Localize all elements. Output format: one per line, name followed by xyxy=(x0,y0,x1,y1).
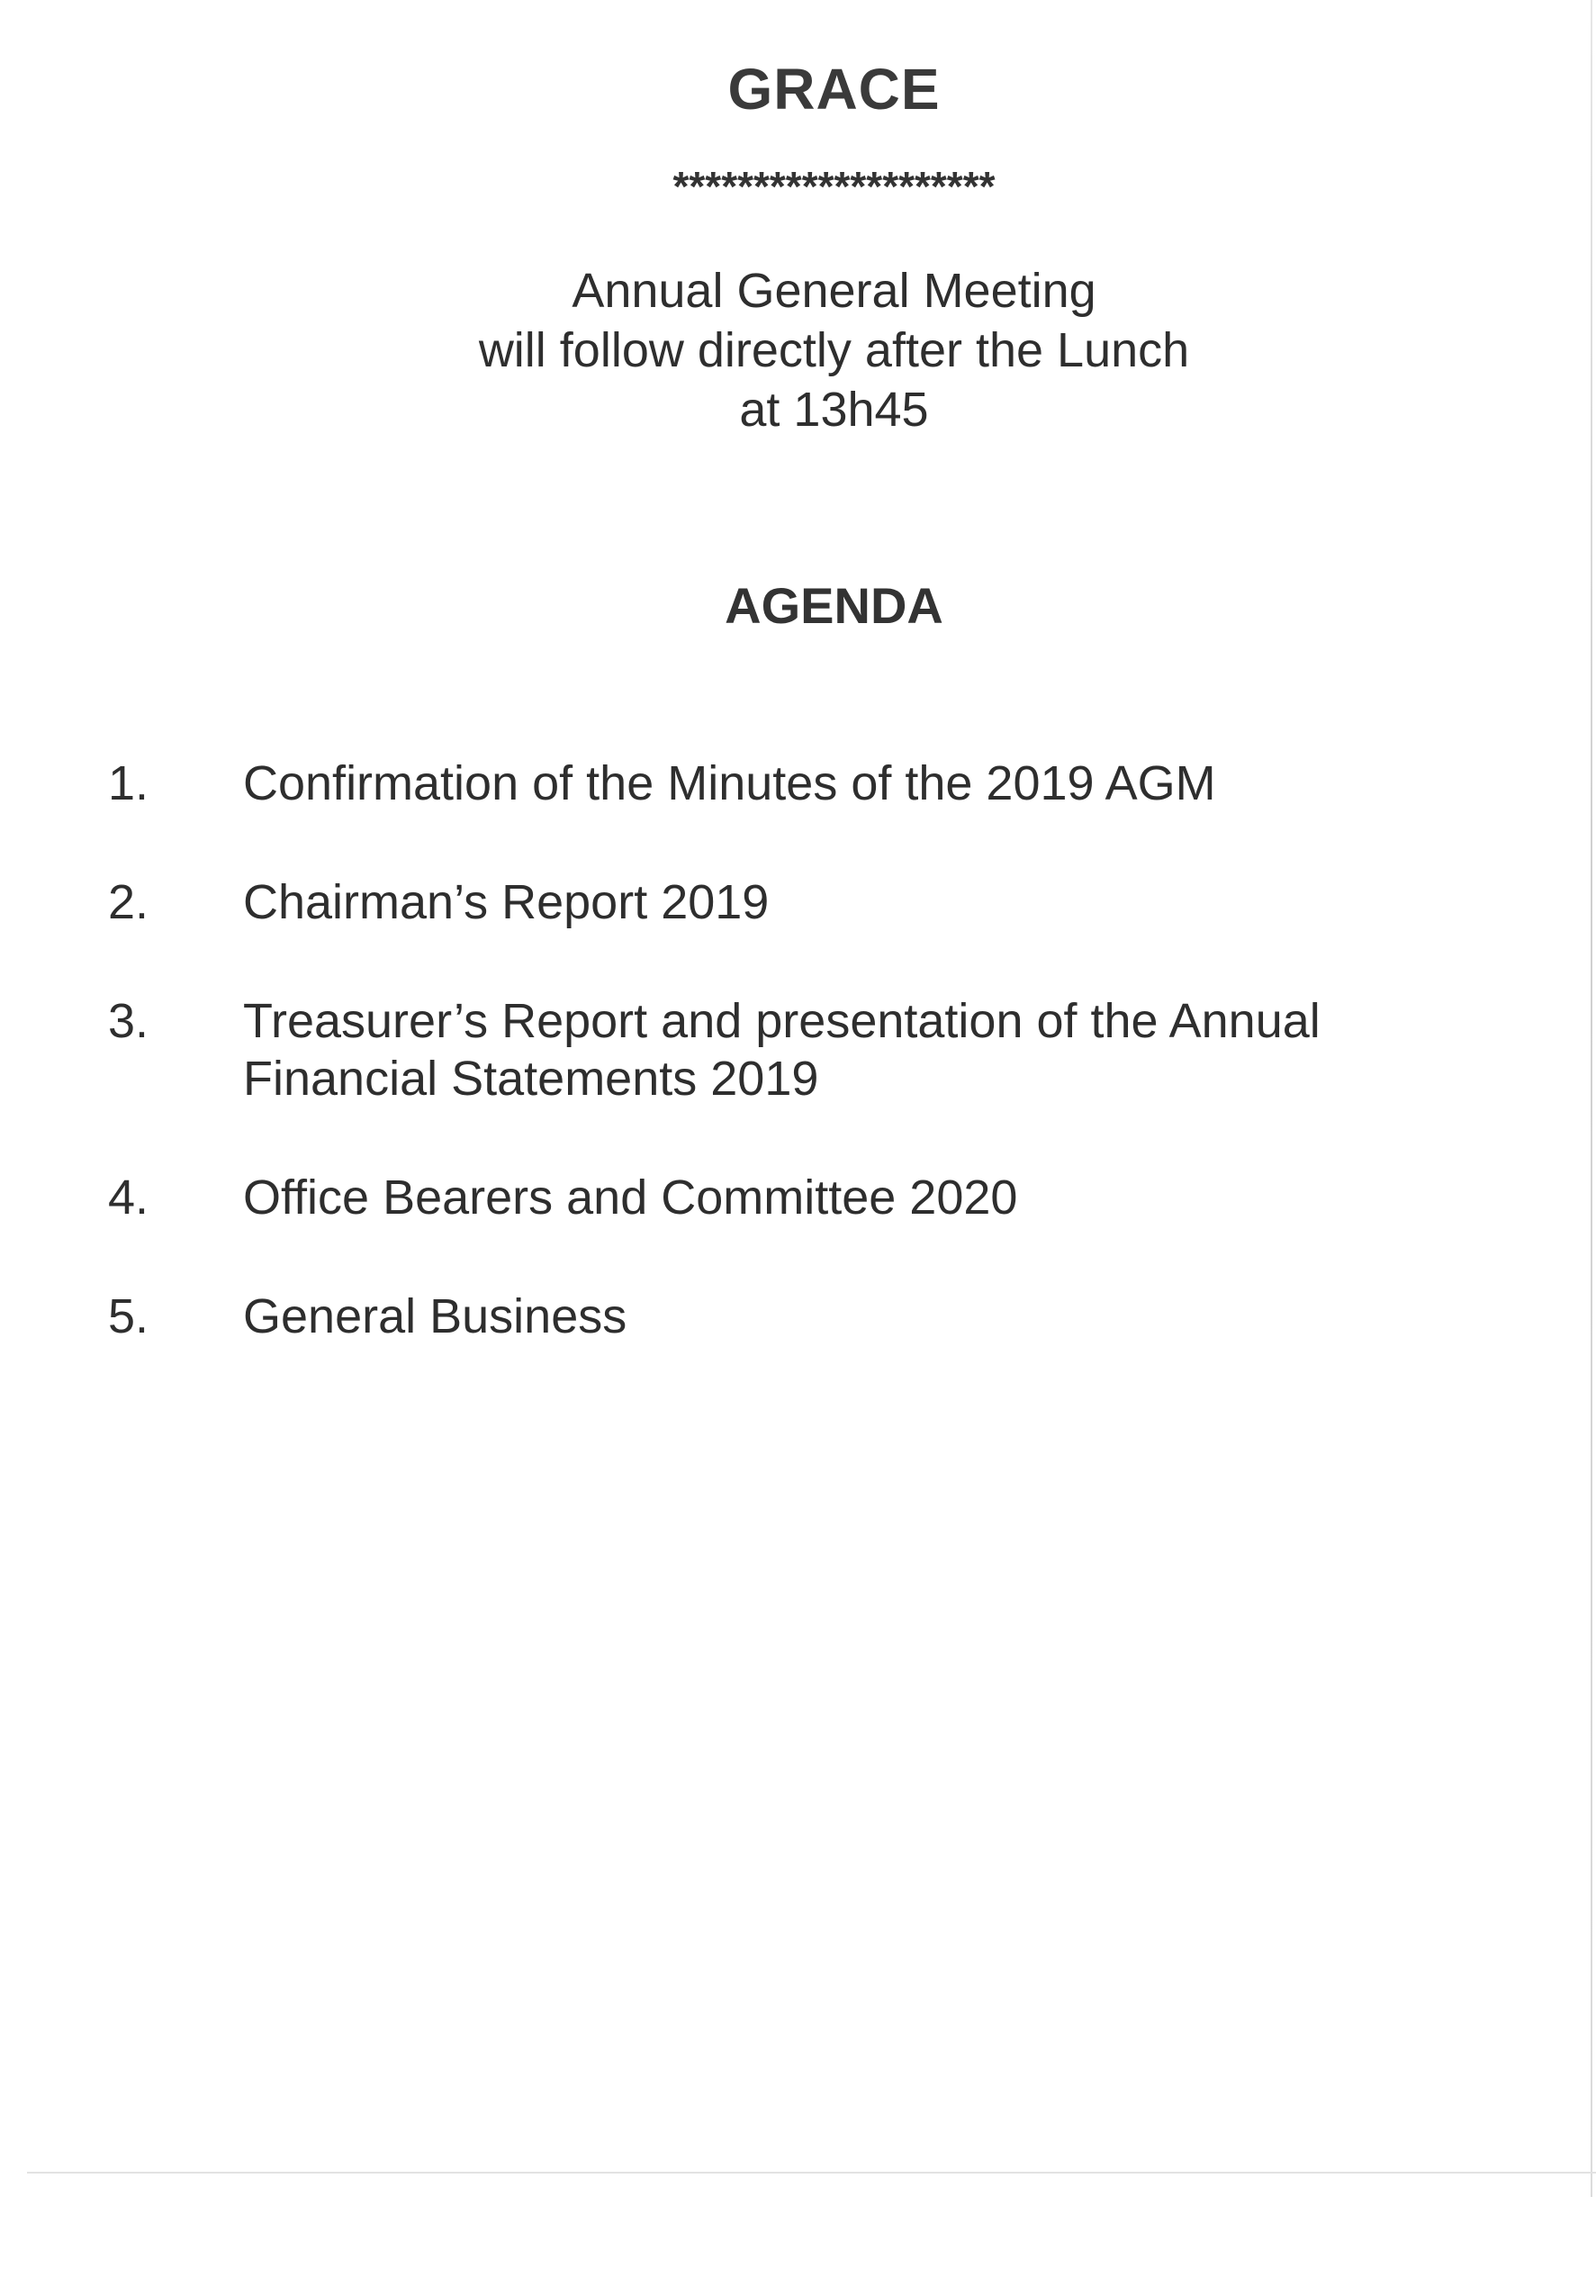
agenda-item-number: 3. xyxy=(108,994,149,1048)
meeting-line: at 13h45 xyxy=(739,383,929,437)
agenda-item-text: General Business xyxy=(243,1289,627,1343)
agenda-item-number: 5. xyxy=(108,1289,149,1343)
agenda-item xyxy=(0,873,1596,931)
agenda-item xyxy=(0,755,1596,812)
agenda-item-text: Confirmation of the Minutes of the 2019 AGM xyxy=(243,756,1216,810)
meeting-notice xyxy=(0,261,1596,439)
agenda-item-number: 1. xyxy=(108,756,149,810)
meeting-line: will follow directly after the Lunch xyxy=(478,323,1190,377)
agenda-item xyxy=(0,1288,1596,1345)
separator-stars: ******************** xyxy=(672,163,996,210)
agenda-list xyxy=(0,755,1596,1406)
agenda-item-text: Treasurer’s Report and presentation of the Annual Financial Statements 2019 xyxy=(243,994,1321,1106)
agenda-item-text: Office Bearers and Committee 2020 xyxy=(243,1171,1018,1225)
page-title: GRACE xyxy=(727,57,941,122)
agenda-heading: AGENDA xyxy=(725,577,943,634)
scan-edge-bottom xyxy=(27,2172,1596,2174)
meeting-line: Annual General Meeting xyxy=(572,264,1096,318)
agenda-item xyxy=(0,1169,1596,1226)
agenda-item-number: 4. xyxy=(108,1171,149,1225)
agenda-item xyxy=(0,992,1596,1107)
agenda-item-text: Chairman’s Report 2019 xyxy=(243,875,770,929)
agenda-item-number: 2. xyxy=(108,875,149,929)
